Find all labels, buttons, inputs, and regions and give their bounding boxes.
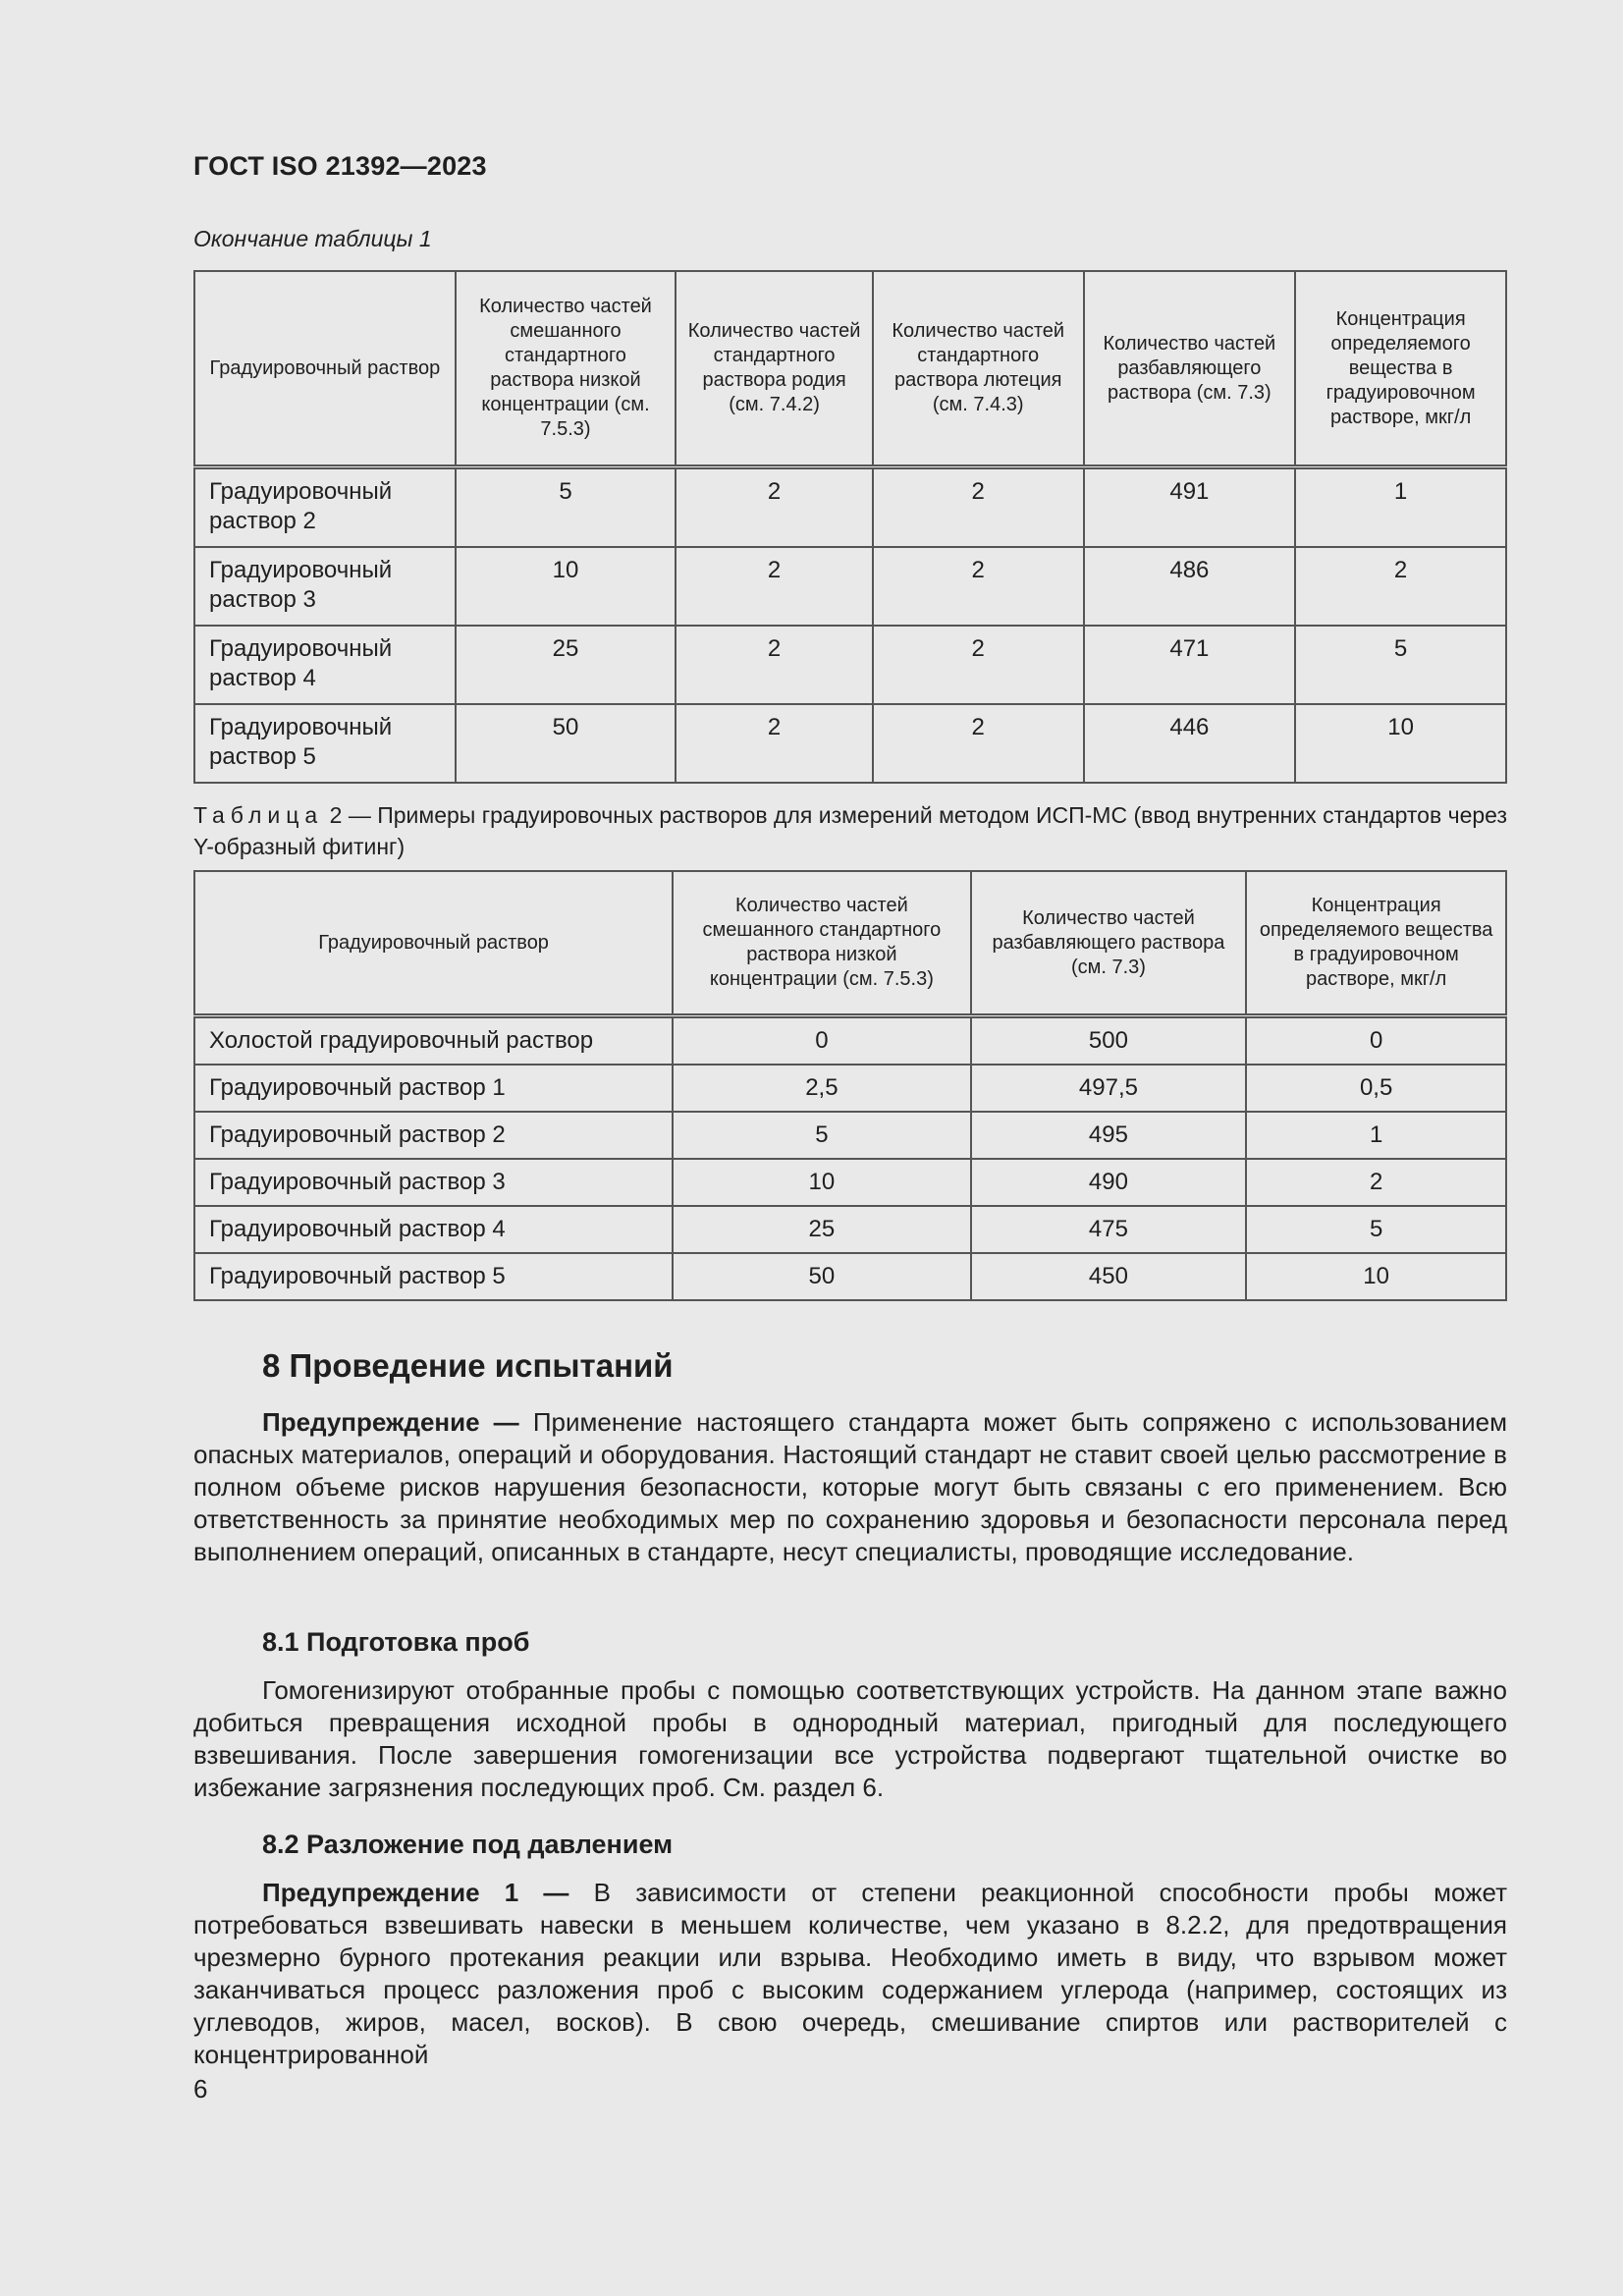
- warning-label: Предупреждение 1 —: [262, 1878, 569, 1907]
- table1-col-header: Количество частей смешанного стандартного раствора низкой концентрации (см. 7.5.3): [456, 271, 676, 467]
- table-cell: 50: [673, 1253, 971, 1300]
- table-row: [194, 467, 1506, 548]
- warning-label: Предупреждение —: [262, 1407, 519, 1437]
- subsection-heading: 8.2 Разложение под давлением: [262, 1830, 674, 1859]
- table-cell: 25: [456, 626, 676, 704]
- table-row: [194, 1016, 1506, 1066]
- table-row: [194, 626, 1506, 704]
- table-cell: 0: [1246, 1016, 1506, 1066]
- table-cell: 2: [873, 704, 1084, 783]
- table1-header-row: [194, 271, 1506, 467]
- table2-caption: [193, 799, 1507, 862]
- table1: [193, 270, 1507, 784]
- table-cell: 2: [873, 547, 1084, 626]
- table-cell: Градуировочный раствор 2: [194, 1112, 673, 1159]
- table-cell: 497,5: [971, 1065, 1247, 1112]
- table1-col-header: Концентрация определяемого вещества в градуировочном растворе, мкг/л: [1295, 271, 1506, 467]
- table1-col-header: Количество частей стандартного раствора родия (см. 7.4.2): [676, 271, 873, 467]
- table-cell: Градуировочный раствор 4: [194, 626, 456, 704]
- table-cell: 446: [1084, 704, 1296, 783]
- table-cell: 2: [873, 626, 1084, 704]
- table-cell: Градуировочный раствор 4: [194, 1206, 673, 1253]
- table2-col-header: Количество частей разбавляющего раствора (см. 7.3): [971, 871, 1247, 1016]
- table-cell: Градуировочный раствор 1: [194, 1065, 673, 1112]
- table2-col-header: Количество частей смешанного стандартного раствора низкой концентрации (см. 7.5.3): [673, 871, 971, 1016]
- table-row: [194, 547, 1506, 626]
- table-cell: 5: [673, 1112, 971, 1159]
- table-cell: 5: [456, 467, 676, 548]
- table2-caption-label: Таблица: [193, 802, 324, 828]
- table-row: [194, 704, 1506, 783]
- table1-caption: Окончание таблицы 1: [193, 226, 432, 251]
- table2-col-header: Градуировочный раствор: [194, 871, 673, 1016]
- table-row: [194, 1112, 1506, 1159]
- table-cell: 475: [971, 1206, 1247, 1253]
- table-cell: 1: [1246, 1112, 1506, 1159]
- table-row: [194, 1206, 1506, 1253]
- table-cell: 2: [676, 467, 873, 548]
- table2: [193, 870, 1507, 1301]
- warning-paragraph: [193, 1877, 1507, 2071]
- body-paragraph: Гомогенизируют отобранные пробы с помощью соответствующих устройств. На данном этапе важно добиться превращения исходной пробы в однородный материал, пригодный для последующего взвешивания. После завершения гомогенизации все устройства подвергают тщательной очистке во избежание загрязнения последующих проб. См. раздел 6.: [193, 1675, 1507, 1802]
- table-cell: Холостой градуировочный раствор: [194, 1016, 673, 1066]
- table2-header-row: [194, 871, 1506, 1016]
- table-cell: 0: [673, 1016, 971, 1066]
- table-cell: Градуировочный раствор 5: [194, 704, 456, 783]
- table-cell: 2: [873, 467, 1084, 548]
- table-cell: 2: [1295, 547, 1506, 626]
- table2-col-header: Концентрация определяемого вещества в градуировочном растворе, мкг/л: [1246, 871, 1506, 1016]
- page-number: 6: [193, 2074, 208, 2104]
- table-cell: 450: [971, 1253, 1247, 1300]
- warning-text: В зависимости от степени реакционной способности пробы может потребоваться взвешивать навески в меньшем количестве, чем указано в 8.2.2, для предотвращения чрезмерно бурного протекания реакции или взрыва. Необходимо иметь в виду, что взрывом может заканчиваться процесс разложения проб с высоким содержанием углерода (например, состоящих из углеводов, жиров, масел, восков). В свою очередь, смешивание спиртов или растворителей с концентрированной: [193, 1878, 1508, 2069]
- table-cell: 10: [1295, 704, 1506, 783]
- table1-col-header: Количество частей разбавляющего раствора (см. 7.3): [1084, 271, 1296, 467]
- warning-text: Применение настоящего стандарта может быть сопряжено с использованием опасных материалов, операций и оборудования. Настоящий стандарт не ставит своей целью рассмотрение в полном объеме рисков нарушения безопасности, которые могут быть связаны с его применением. Всю ответственность за принятие необходимых мер по сохранению здоровья и безопасности персонала перед выполнением операций, описанных в стандарте, несут специалисты, проводящие исследование.: [193, 1407, 1507, 1566]
- table-cell: Градуировочный раствор 5: [194, 1253, 673, 1300]
- table-cell: 0,5: [1246, 1065, 1506, 1112]
- table-cell: Градуировочный раствор 3: [194, 547, 456, 626]
- table-cell: 10: [673, 1159, 971, 1206]
- table1-col-header: Количество частей стандартного раствора лютеция (см. 7.4.3): [873, 271, 1084, 467]
- table-cell: 490: [971, 1159, 1247, 1206]
- table-cell: 500: [971, 1016, 1247, 1066]
- table-cell: 2: [1246, 1159, 1506, 1206]
- table1-col-header: Градуировочный раствор: [194, 271, 456, 467]
- table-cell: 2: [676, 547, 873, 626]
- table-cell: 2,5: [673, 1065, 971, 1112]
- subsection-heading: 8.1 Подготовка проб: [262, 1627, 530, 1657]
- table-cell: 10: [1246, 1253, 1506, 1300]
- document-header: ГОСТ ISO 21392—2023: [193, 151, 487, 181]
- table-cell: 486: [1084, 547, 1296, 626]
- table-cell: 471: [1084, 626, 1296, 704]
- table-cell: 5: [1295, 626, 1506, 704]
- section-heading: 8 Проведение испытаний: [262, 1347, 674, 1384]
- table-row: [194, 1253, 1506, 1300]
- table-cell: Градуировочный раствор 3: [194, 1159, 673, 1206]
- table-row: [194, 1159, 1506, 1206]
- warning-paragraph: [193, 1406, 1507, 1568]
- table-cell: 2: [676, 704, 873, 783]
- table-cell: 491: [1084, 467, 1296, 548]
- table-cell: 10: [456, 547, 676, 626]
- table-cell: 1: [1295, 467, 1506, 548]
- table-cell: 495: [971, 1112, 1247, 1159]
- table-cell: 2: [676, 626, 873, 704]
- table-cell: 50: [456, 704, 676, 783]
- table-cell: 25: [673, 1206, 971, 1253]
- table2-caption-text: 2 — Примеры градуировочных растворов для измерений методом ИСП-МС (ввод внутренних стандартов через Y-образный фитинг): [193, 802, 1507, 859]
- table-cell: 5: [1246, 1206, 1506, 1253]
- table-cell: Градуировочный раствор 2: [194, 467, 456, 548]
- table-row: [194, 1065, 1506, 1112]
